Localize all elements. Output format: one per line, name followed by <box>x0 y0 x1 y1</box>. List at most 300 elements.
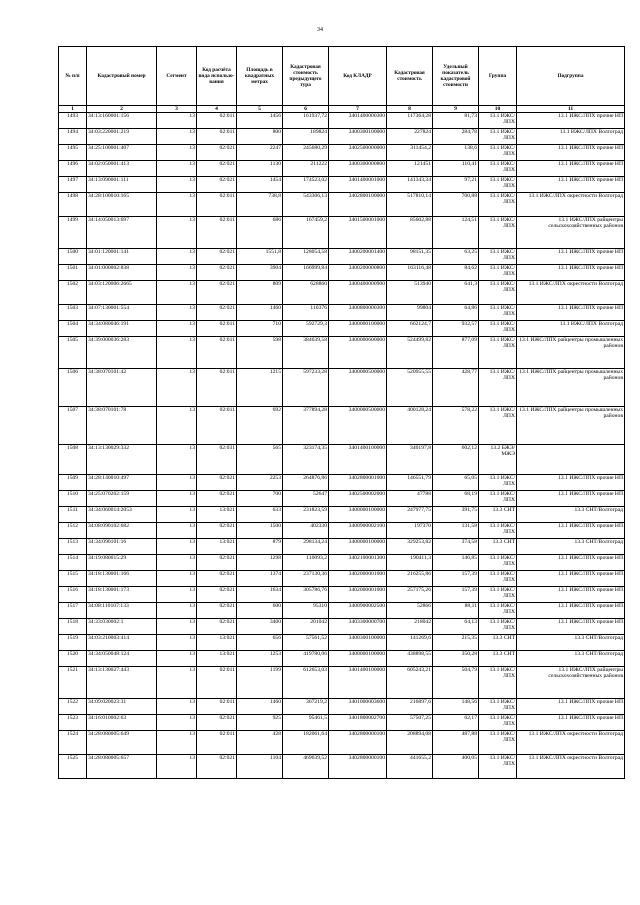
cell-subgroup: 13.1 ИЖС/ЛПХ окрестности Волгоград <box>517 731 625 755</box>
col-header-cadastral-number: Кадастровый номер <box>87 47 157 106</box>
cell-subgroup: 13.1 ИЖС/ЛПХ прочие НП <box>517 265 625 281</box>
cell-kladr-code: 3400800000300 <box>329 305 387 321</box>
table-row <box>59 715 625 731</box>
cell-area: 656 <box>237 635 283 651</box>
cell-area: 1215 <box>237 369 283 407</box>
col-number: 7 <box>329 106 387 113</box>
col-number: 4 <box>197 106 237 113</box>
cell-group: 13.1 ИЖС/ЛПХ <box>479 619 517 635</box>
cell-cadastral-value: 99804 <box>387 305 433 321</box>
cell-usage-code: 02:011 <box>197 731 237 755</box>
col-number: 1 <box>59 106 87 113</box>
cell-kladr-code: 3402800000100 <box>329 755 387 779</box>
col-number: 9 <box>433 106 479 113</box>
cell-kladr-code: 3402000001000 <box>329 587 387 603</box>
cell-group: 13.1 ИЖС/ЛПХ <box>479 475 517 491</box>
cell-subgroup: 13.1 ИЖС/ЛПХ прочие НП <box>517 491 625 507</box>
cell-group: 13.1 ИЖС/ЛПХ <box>479 731 517 755</box>
cell-cadastral-value: 257175,26 <box>387 587 433 603</box>
cell-cadastral-value: 311454,2 <box>387 145 433 161</box>
cell-cadastral-number: 34:19:080015:29 <box>87 555 157 571</box>
cell-area: 600 <box>237 603 283 619</box>
cell-cadastral-number: 34:13:130029:332 <box>87 445 157 475</box>
cell-segment: 13 <box>157 539 197 555</box>
cell-row-number: 1496 <box>59 161 87 177</box>
cell-cadastral-number: 34:08:110107:133 <box>87 603 157 619</box>
cell-row-number: 1494 <box>59 129 87 145</box>
cell-segment: 13 <box>157 619 197 635</box>
cell-specific-index: 88,11 <box>433 603 479 619</box>
cell-usage-code: 02:021 <box>197 571 237 587</box>
cell-previous-value: 167459,2 <box>283 217 329 249</box>
cell-usage-code: 02:031 <box>197 445 237 475</box>
cell-row-number: 1520 <box>59 651 87 667</box>
cell-cadastral-number: 34:34:080046:191 <box>87 321 157 337</box>
cell-area: 1104 <box>237 755 283 779</box>
cell-cadastral-value: 117364,28 <box>387 113 433 129</box>
table-row <box>59 337 625 369</box>
cell-previous-value: 245680,29 <box>283 145 329 161</box>
cell-specific-index: 148,56 <box>433 699 479 715</box>
cell-cadastral-number: 34:33:030002:1 <box>87 619 157 635</box>
cell-cadastral-value: 662124,7 <box>387 321 433 337</box>
cell-cadastral-number: 34:16:010002:63 <box>87 715 157 731</box>
cell-row-number: 1493 <box>59 113 87 129</box>
cell-previous-value: 384639,58 <box>283 337 329 369</box>
cell-area: 565 <box>237 445 283 475</box>
cell-group: 13.3 СНТ <box>479 651 517 667</box>
cell-kladr-code: 3402800100000 <box>329 193 387 217</box>
col-header-kladr: Код КЛАДР <box>329 47 387 106</box>
col-header-cadastral-value: Кадастровая стоимость <box>387 47 433 106</box>
cell-kladr-code: 3401500001000 <box>329 217 387 249</box>
cell-subgroup: 13.1 ИЖС/ЛПХ прочие НП <box>517 161 625 177</box>
cell-segment: 13 <box>157 523 197 539</box>
col-header-previous-value: Кадастровая стоимость предыдущего тура <box>283 47 329 106</box>
cell-previous-value: 182061,64 <box>283 731 329 755</box>
cell-subgroup: 13.3 СНТ/Волгоград <box>517 539 625 555</box>
cell-cadastral-number: 34:25:070202:159 <box>87 491 157 507</box>
cell-area: 692 <box>237 407 283 445</box>
cell-segment: 13 <box>157 113 197 129</box>
cell-specific-index: 400,05 <box>433 755 479 779</box>
cell-row-number: 1518 <box>59 619 87 635</box>
cell-group: 13.1 ИЖС/ЛПХ <box>479 715 517 731</box>
cell-cadastral-number: 34:28:100010:165 <box>87 193 157 217</box>
cell-subgroup: 13.1 ИЖС/ЛПХ прочие НП <box>517 113 625 129</box>
cell-segment: 13 <box>157 755 197 779</box>
cell-subgroup: 13.1 ИЖС/ЛПХ Волгоград <box>517 321 625 337</box>
cell-row-number: 1521 <box>59 667 87 699</box>
cell-kladr-code: 3401000003600 <box>329 699 387 715</box>
table-row <box>59 603 625 619</box>
cell-cadastral-value: 216255,86 <box>387 571 433 587</box>
table-row <box>59 475 625 491</box>
cell-specific-index: 428,77 <box>433 369 479 407</box>
cell-cadastral-number: 34:38:070101:42 <box>87 369 157 407</box>
cell-group: 13.1 ИЖС/ЛПХ <box>479 337 517 369</box>
cell-area: 3904 <box>237 265 283 281</box>
col-header-group: Группа <box>479 47 517 106</box>
cell-kladr-code: 3400200001400 <box>329 249 387 265</box>
cell-previous-value: 166999,84 <box>283 265 329 281</box>
cell-cadastral-number: 34:34:050048:124 <box>87 651 157 667</box>
cell-cadastral-value: 121451 <box>387 161 433 177</box>
cell-usage-code: 13:021 <box>197 651 237 667</box>
cell-area: 1456 <box>237 113 283 129</box>
cell-usage-code: 02:011 <box>197 369 237 407</box>
cell-row-number: 1514 <box>59 555 87 571</box>
cell-segment: 13 <box>157 651 197 667</box>
table-row <box>59 755 625 779</box>
cell-row-number: 1495 <box>59 145 87 161</box>
cell-previous-value: 597233,28 <box>283 369 329 407</box>
cell-segment: 13 <box>157 731 197 755</box>
table-row <box>59 265 625 281</box>
cell-group: 13.3 СНТ <box>479 635 517 651</box>
cell-cadastral-value: 517810,14 <box>387 193 433 217</box>
cell-specific-index: 284,78 <box>433 129 479 145</box>
cell-kladr-code: 3400300100000 <box>329 129 387 145</box>
cell-previous-value: 57561,52 <box>283 635 329 651</box>
cell-specific-index: 602,12 <box>433 445 479 475</box>
cell-cadastral-value: 400128,24 <box>387 407 433 445</box>
table-row <box>59 619 625 635</box>
cell-usage-code: 13:021 <box>197 635 237 651</box>
cell-previous-value: 264876,86 <box>283 475 329 491</box>
cell-subgroup: 13.3 СНТ/Волгоград <box>517 651 625 667</box>
cell-kladr-code: 3401800002700 <box>329 715 387 731</box>
cell-area: 1460 <box>237 305 283 321</box>
cell-usage-code: 02:011 <box>197 129 237 145</box>
cell-previous-value: 95461,5 <box>283 715 329 731</box>
cell-usage-code: 02:011 <box>197 193 237 217</box>
cell-usage-code: 02:021 <box>197 145 237 161</box>
cell-kladr-code: 3400200000800 <box>329 265 387 281</box>
cell-group: 13.1 ИЖС/ЛПХ <box>479 555 517 571</box>
cell-cadastral-number: 34:28:080005:649 <box>87 731 157 755</box>
cell-row-number: 1513 <box>59 539 87 555</box>
cell-segment: 13 <box>157 407 197 445</box>
table-row <box>59 161 625 177</box>
cell-subgroup: 13.1 ИЖС/ЛПХ окрестности Волгоград <box>517 755 625 779</box>
cell-previous-value: 110093,2 <box>283 555 329 571</box>
cell-specific-index: 131,58 <box>433 523 479 539</box>
cell-cadastral-number: 34:39:000036:283 <box>87 337 157 369</box>
cell-specific-index: 62,17 <box>433 715 479 731</box>
cell-previous-value: 211222 <box>283 161 329 177</box>
cell-segment: 13 <box>157 321 197 337</box>
cell-cadastral-value: 141269,6 <box>387 635 433 651</box>
header-row <box>59 47 625 106</box>
cell-area: 1374 <box>237 571 283 587</box>
col-number: 11 <box>517 106 625 113</box>
cell-previous-value: 628860 <box>283 281 329 305</box>
cell-kladr-code: 3403300000700 <box>329 619 387 635</box>
cell-group: 13.1 ИЖС/ЛПХ <box>479 755 517 779</box>
cell-previous-value: 95310 <box>283 603 329 619</box>
cell-subgroup: 13.1 ИЖС/ЛПХ Волгоград <box>517 129 625 145</box>
cell-cadastral-value: 329253,82 <box>387 539 433 555</box>
cell-area: 1253 <box>237 651 283 667</box>
cell-row-number: 1525 <box>59 755 87 779</box>
cell-cadastral-number: 34:34:090101:16 <box>87 539 157 555</box>
cell-previous-value: 402330 <box>283 523 329 539</box>
cell-row-number: 1498 <box>59 193 87 217</box>
cell-area: 686 <box>237 217 283 249</box>
cell-group: 13.1 ИЖС/ЛПХ <box>479 177 517 193</box>
table-row <box>59 177 625 193</box>
cell-area: 800 <box>237 129 283 145</box>
table-row <box>59 145 625 161</box>
cell-group: 13.1 ИЖС/ЛПХ <box>479 369 517 407</box>
cell-cadastral-value: 218042 <box>387 619 433 635</box>
cell-previous-value: 189824 <box>283 129 329 145</box>
cell-cadastral-number: 34:08:090102:682 <box>87 523 157 539</box>
cell-segment: 13 <box>157 129 197 145</box>
table-row <box>59 571 625 587</box>
cell-kladr-code: 3401400100000 <box>329 667 387 699</box>
cell-usage-code: 02:011 <box>197 407 237 445</box>
cell-usage-code: 02:021 <box>197 161 237 177</box>
cell-cadastral-value: 85602,88 <box>387 217 433 249</box>
cell-row-number: 1524 <box>59 731 87 755</box>
cell-kladr-code: 3400000100000 <box>329 321 387 337</box>
cell-group: 13.1 ИЖС/ЛПХ <box>479 491 517 507</box>
table-row <box>59 249 625 265</box>
cell-cadastral-value: 57507,25 <box>387 715 433 731</box>
cell-usage-code: 02:021 <box>197 475 237 491</box>
cell-cadastral-number: 34:34:060014:2053 <box>87 507 157 523</box>
table-row <box>59 523 625 539</box>
cell-area: 710 <box>237 321 283 337</box>
col-number: 3 <box>157 106 197 113</box>
cell-cadastral-number: 34:01:120001:141 <box>87 249 157 265</box>
cell-row-number: 1505 <box>59 337 87 369</box>
table-row <box>59 321 625 337</box>
cell-segment: 13 <box>157 249 197 265</box>
cell-area: 1634 <box>237 587 283 603</box>
cell-specific-index: 146,85 <box>433 555 479 571</box>
cell-usage-code: 02:021 <box>197 491 237 507</box>
cell-subgroup: 13.3 СНТ/Волгоград <box>517 635 625 651</box>
cell-group: 13.1 ИЖС/ЛПХ <box>479 603 517 619</box>
cell-cadastral-number: 34:09:020023:31 <box>87 699 157 715</box>
cell-kladr-code: 3401400001000 <box>329 177 387 193</box>
cell-row-number: 1511 <box>59 507 87 523</box>
col-header-num: № п/п <box>59 47 87 106</box>
cell-segment: 13 <box>157 555 197 571</box>
cell-subgroup: 13.1 ИЖС/ЛПХ прочие НП <box>517 587 625 603</box>
cell-subgroup: 13.1 ИЖС/ЛПХ прочие НП <box>517 523 625 539</box>
cell-segment: 13 <box>157 445 197 475</box>
cell-group: 13.1 ИЖС/ЛПХ <box>479 321 517 337</box>
cell-subgroup: 13.1 ИЖС/ЛПХ окрестности Волгоград <box>517 281 625 305</box>
cell-specific-index: 84,62 <box>433 265 479 281</box>
cell-group: 13.3 СНТ <box>479 539 517 555</box>
cell-group: 13.1 ИЖС/ЛПХ <box>479 305 517 321</box>
cell-cadastral-number: 34:03:120006:2665 <box>87 281 157 305</box>
table-row <box>59 651 625 667</box>
table-row <box>59 407 625 445</box>
cell-kladr-code: 3402500000000 <box>329 145 387 161</box>
cell-kladr-code: 3402500002000 <box>329 491 387 507</box>
cell-previous-value: 543306,13 <box>283 193 329 217</box>
cell-usage-code: 02:011 <box>197 667 237 699</box>
cell-segment: 13 <box>157 281 197 305</box>
cell-previous-value: 52647 <box>283 491 329 507</box>
cell-kladr-code: 3402100001300 <box>329 555 387 571</box>
cell-cadastral-value: 208894,08 <box>387 731 433 755</box>
cell-segment: 13 <box>157 603 197 619</box>
cell-previous-value: 305786,76 <box>283 587 329 603</box>
cell-subgroup: 13.1 ИЖС/ЛПХ прочие НП <box>517 699 625 715</box>
cell-previous-value: 174523,02 <box>283 177 329 193</box>
cell-area: 1199 <box>237 667 283 699</box>
cell-cadastral-value: 605243,21 <box>387 667 433 699</box>
cell-area: 700 <box>237 491 283 507</box>
cell-cadastral-value: 340197,8 <box>387 445 433 475</box>
cell-usage-code: 02:021 <box>197 305 237 321</box>
cell-cadastral-value: 524499,82 <box>387 337 433 369</box>
table-row <box>59 731 625 755</box>
cell-previous-value: 201042 <box>283 619 329 635</box>
table-row <box>59 369 625 407</box>
cell-segment: 13 <box>157 667 197 699</box>
cell-specific-index: 138,6 <box>433 145 479 161</box>
cell-cadastral-value: 520955,55 <box>387 369 433 407</box>
table-row <box>59 507 625 523</box>
cell-area: 3400 <box>237 619 283 635</box>
table-row <box>59 491 625 507</box>
cell-subgroup: 13.1 ИЖС/ЛПХ прочие НП <box>517 145 625 161</box>
cell-kladr-code: 3402800000100 <box>329 731 387 755</box>
table-row <box>59 587 625 603</box>
cell-row-number: 1500 <box>59 249 87 265</box>
cell-previous-value: 367219,2 <box>283 699 329 715</box>
column-number-row <box>59 106 625 113</box>
cell-area: 738,8 <box>237 193 283 217</box>
cell-specific-index: 64,86 <box>433 305 479 321</box>
cell-kladr-code: 3400000500000 <box>329 369 387 407</box>
cell-segment: 13 <box>157 369 197 407</box>
cell-previous-value: 231823,59 <box>283 507 329 523</box>
table-row <box>59 635 625 651</box>
cell-specific-index: 641,3 <box>433 281 479 305</box>
col-header-specific-index: Удельный показатель кадастровой стоимости <box>433 47 479 106</box>
cell-cadastral-value: 216897,6 <box>387 699 433 715</box>
cell-subgroup: 13.1 ИЖС/ЛПХ райцентры промышленных районов <box>517 337 625 369</box>
cell-kladr-code: 3401400100000 <box>329 445 387 475</box>
cell-kladr-code: 3400000600000 <box>329 337 387 369</box>
cell-subgroup: 13.1 ИЖС/ЛПХ райцентры промышленных районов <box>517 369 625 407</box>
cell-subgroup: 13.1 ИЖС/ЛПХ прочие НП <box>517 603 625 619</box>
cell-previous-value: 323174,35 <box>283 445 329 475</box>
cell-segment: 13 <box>157 699 197 715</box>
cell-usage-code: 02:011 <box>197 321 237 337</box>
cell-usage-code: 02:021 <box>197 755 237 779</box>
cell-usage-code: 02:021 <box>197 587 237 603</box>
cell-cadastral-value: 47788 <box>387 491 433 507</box>
cell-cadastral-number: 34:03:220001:219 <box>87 129 157 145</box>
table-row <box>59 445 625 475</box>
cell-segment: 13 <box>157 177 197 193</box>
cell-segment: 13 <box>157 305 197 321</box>
cell-row-number: 1503 <box>59 305 87 321</box>
cell-cadastral-value: 441655,2 <box>387 755 433 779</box>
cell-cadastral-value: 98151,35 <box>387 249 433 265</box>
cell-kladr-code: 3402800001000 <box>329 475 387 491</box>
cell-kladr-code: 3400000100000 <box>329 539 387 555</box>
cell-cadastral-number: 34:18:130001:173 <box>87 587 157 603</box>
cell-previous-value: 377894,28 <box>283 407 329 445</box>
table-row <box>59 129 625 145</box>
cell-subgroup: 13.1 ИЖС/ЛПХ прочие НП <box>517 177 625 193</box>
cell-kladr-code: 3401400000300 <box>329 113 387 129</box>
cell-segment: 13 <box>157 587 197 603</box>
cell-group: 13.1 ИЖС/ЛПХ <box>479 145 517 161</box>
cell-kladr-code: 3400000100000 <box>329 507 387 523</box>
cell-segment: 13 <box>157 475 197 491</box>
cell-area: 1460 <box>237 699 283 715</box>
cell-area: 809 <box>237 281 283 305</box>
cell-row-number: 1516 <box>59 587 87 603</box>
cell-subgroup: 13.1 ИЖС/ЛПХ прочие НП <box>517 571 625 587</box>
cell-subgroup: 13.1 ИЖС/ЛПХ прочие НП <box>517 475 625 491</box>
cell-row-number: 1510 <box>59 491 87 507</box>
cell-specific-index: 487,88 <box>433 731 479 755</box>
cell-specific-index: 97,21 <box>433 177 479 193</box>
cell-group: 13.1 ИЖС/ЛПХ <box>479 161 517 177</box>
cell-cadastral-value: 227824 <box>387 129 433 145</box>
cell-segment: 13 <box>157 571 197 587</box>
cell-group: 13.1 ИЖС/ЛПХ <box>479 113 517 129</box>
cell-row-number: 1497 <box>59 177 87 193</box>
cell-specific-index: 932,57 <box>433 321 479 337</box>
cell-area: 2253 <box>237 475 283 491</box>
cell-usage-code: 02:021 <box>197 265 237 281</box>
cell-kladr-code: 3400300100000 <box>329 635 387 651</box>
cell-area: 1551,8 <box>237 249 283 265</box>
cell-specific-index: 65,05 <box>433 475 479 491</box>
cell-cadastral-number: 34:03:210003:414 <box>87 635 157 651</box>
cell-row-number: 1502 <box>59 281 87 305</box>
cell-previous-value: 612653,03 <box>283 667 329 699</box>
cell-usage-code: 02:021 <box>197 603 237 619</box>
cell-segment: 13 <box>157 265 197 281</box>
cell-group: 13.1 ИЖС/ЛПХ <box>479 217 517 249</box>
cell-group: 13.1 ИЖС/ЛПХ <box>479 249 517 265</box>
cell-previous-value: 592729,3 <box>283 321 329 337</box>
cell-segment: 13 <box>157 193 197 217</box>
cell-subgroup: 13.1 ИЖС/ЛПХ райцентры сельскохозяйственных районов <box>517 667 625 699</box>
table-row <box>59 699 625 715</box>
col-number: 6 <box>283 106 329 113</box>
cell-subgroup: 13.3 СНТ/Волгоград <box>517 507 625 523</box>
cell-usage-code: 02:011 <box>197 217 237 249</box>
cell-usage-code: 02:021 <box>197 177 237 193</box>
cell-usage-code: 13:021 <box>197 507 237 523</box>
cell-usage-code: 02:021 <box>197 555 237 571</box>
cell-previous-value: 128054,58 <box>283 249 329 265</box>
cell-area: 1130 <box>237 161 283 177</box>
table-row <box>59 113 625 129</box>
cell-cadastral-value: 52866 <box>387 603 433 619</box>
cell-specific-index: 391,75 <box>433 507 479 523</box>
cell-previous-value: 419780,06 <box>283 651 329 667</box>
cell-usage-code: 02:011 <box>197 113 237 129</box>
cell-usage-code: 02:021 <box>197 281 237 305</box>
